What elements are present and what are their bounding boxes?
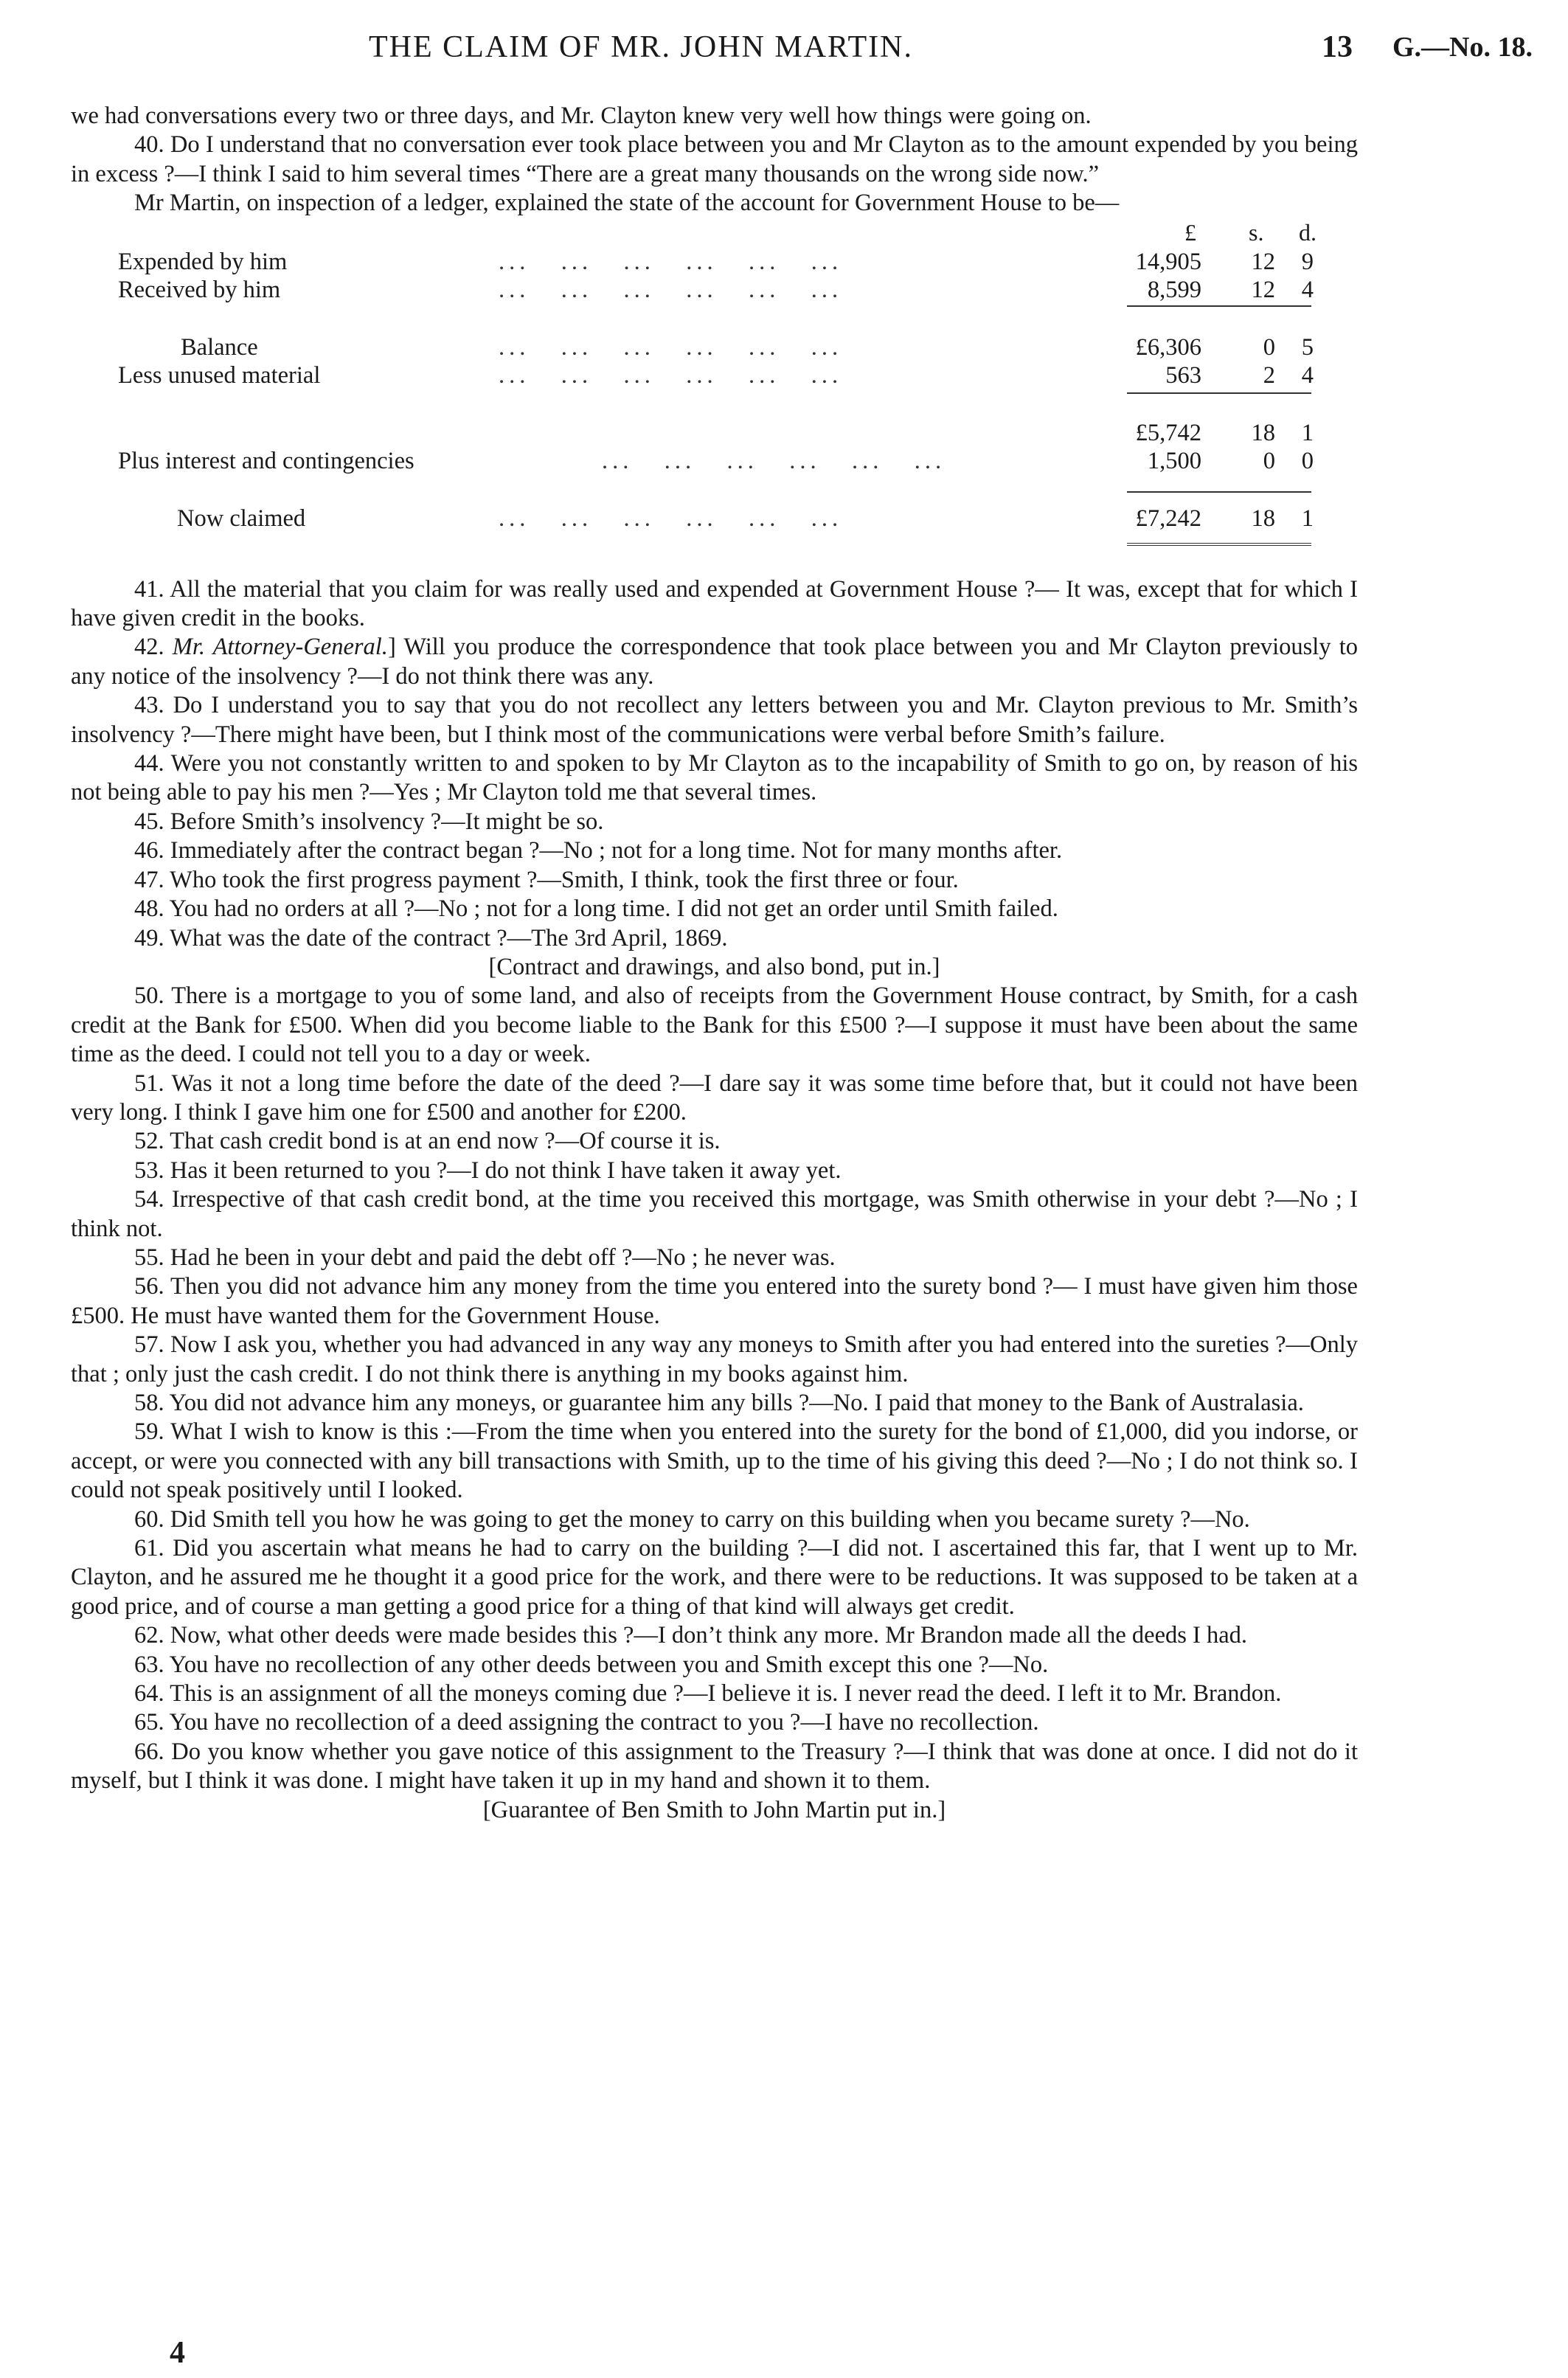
paragraph: [Guarantee of Ben Smith to John Martin put in.] (482, 1796, 946, 1823)
paragraph: 60. Did Smith tell you how he was going to get the money to carry on this building when you became surety ?—No. (134, 1505, 1250, 1533)
page-title: THE CLAIM OF MR. JOHN MARTIN. (369, 30, 913, 64)
account-row (71, 505, 1358, 534)
paragraph: 51. Was it not a long time before the date of the deed ?—I dare say it was some time before that, but it could not have been very long. I think I gave him one for £500 and another for £200. (71, 1070, 1358, 1126)
paragraph: 58. You did not advance him any moneys, or guarantee him any bills ?—No. I paid that money to the Bank of Australasia. (134, 1390, 1304, 1416)
pence-heading: d. (1299, 218, 1317, 246)
account-row (71, 276, 1358, 305)
document-series: G.—No. 18. (1392, 32, 1533, 63)
account-row (71, 419, 1358, 448)
paragraph: 64. This is an assignment of all the moneys coming due ?—I believe it is. I never read the deed. I left it to Mr. Brandon. (134, 1680, 1282, 1708)
paragraph: 59. What I wish to know is this :—From the time when you entered into the surety for the bond of £1,000, did you indorse, or accept, or were you connected with any bill transactions with Smith, up to the time of his giving this deed ?—No ; I do not think so. I could not speak positively until I looked. (71, 1418, 1358, 1504)
amount-pence: 1 (1301, 419, 1314, 446)
paragraph: we had conversations every two or three days, and Mr. Clayton knew very well how things were going on. (71, 103, 1092, 129)
paragraph: 49. What was the date of the contract ?—The 3rd April, 1869. (134, 924, 728, 951)
signature-mark: 4 (170, 2336, 185, 2370)
paragraph: 61. Did you ascertain what means he had to carry on the building ?—I did not. I ascertained this far, that I went up to Mr. Clayton, and he assured me he thought it a good price for the work, and there were to be reductions. It was supposed to be taken at a good price, and of course a man getting a good price for a thing of that kind will always get credit. (71, 1535, 1358, 1620)
account-label: Received by him (118, 276, 281, 303)
paragraph: 40. Do I understand that no conversation ever took place between you and Mr Clayton as to the amount expended by you being in excess ?—I think I said to him several times “There are a great many thousands on the wrong side now.” (71, 131, 1358, 187)
amount-pounds: 14,905 (1135, 248, 1201, 275)
account-label: Now claimed (177, 505, 306, 532)
amount-pence: 9 (1301, 248, 1314, 275)
paragraph: 56. Then you did not advance him any money from the time you entered into the surety bond ?— I must have given him those £500. He must have wanted them for the Government House. (71, 1273, 1358, 1329)
amount-pence: 5 (1301, 333, 1314, 361)
amount-pence: 1 (1301, 505, 1314, 532)
paragraph: 44. Were you not constantly written to and spoken to by Mr Clayton as to the incapability of Smith to go on, by reason of his not being able to pay his men ?—Yes ; Mr Clayton told me that several times. (71, 750, 1358, 806)
leader-dots: ... ... ... ... ... ... (499, 333, 843, 361)
amount-shillings: 2 (1263, 361, 1275, 389)
rule-subtotal-2 (1127, 392, 1311, 394)
paragraph: 62. Now, what other deeds were made besides this ?—I don’t think any more. Mr Brandon made all the deeds I had. (134, 1622, 1248, 1649)
paragraph: 46. Immediately after the contract began ?—No ; not for a long time. Not for many months after. (134, 837, 1063, 864)
page-number: 13 (1322, 30, 1353, 64)
account-row (71, 248, 1358, 277)
leader-dots: ... ... ... ... ... ... (602, 447, 946, 474)
account-table (71, 218, 1358, 565)
paragraph: 42. Mr. Attorney-General.] Will you produce the correspondence that took place between you and Mr Clayton previously to any notice of the insolvency ?—I do not think there was any. (71, 634, 1358, 690)
account-label: Expended by him (118, 248, 288, 275)
amount-pounds: 1,500 (1147, 447, 1201, 474)
paragraph: 52. That cash credit bond is at an end now ?—Of course it is. (134, 1128, 721, 1155)
paragraph: 66. Do you know whether you gave notice of this assignment to the Treasury ?—I think that was done at once. I did not do it myself, but I think it was done. I might have taken it up in my hand and shown it to them. (71, 1738, 1358, 1795)
paragraph: 48. You had no orders at all ?—No ; not for a long time. I did not get an order until Smith failed. (134, 895, 1058, 923)
leader-dots: ... ... ... ... ... ... (499, 505, 843, 532)
paragraphs-before (71, 102, 1358, 218)
paragraph: 41. All the material that you claim for was really used and expended at Government House ?— It was, except that for which I have given credit in the books. (71, 575, 1358, 632)
rule-subtotal-3 (1127, 491, 1311, 493)
amount-pence: 4 (1301, 361, 1314, 389)
paragraph: 65. You have no recollection of a deed assigning the contract to you ?—I have no recollection. (134, 1709, 1039, 1736)
leader-dots: ... ... ... ... ... ... (499, 276, 843, 303)
amount-pounds: 8,599 (1147, 276, 1201, 303)
account-label: Plus interest and contingencies (118, 447, 414, 474)
amount-shillings: 0 (1263, 447, 1275, 474)
amount-shillings: 18 (1251, 505, 1275, 532)
paragraph: 57. Now I ask you, whether you had advanced in any way any moneys to Smith after you had entered into the sureties ?—Only that ; only just the cash credit. I do not think there is anything in my books against him. (71, 1331, 1358, 1387)
paragraph: 50. There is a mortgage to you of some land, and also of receipts from the Government House contract, by Smith, for a cash credit at the Bank for £500. When did you become liable to the Bank for this £500 ?—I suppose it must have been about the same time as the deed. I could not tell you to a day or week. (71, 982, 1358, 1068)
paragraph: 47. Who took the first progress payment ?—Smith, I think, took the first three or four. (134, 866, 959, 893)
paragraph: 54. Irrespective of that cash credit bond, at the time you received this mortgage, was Smith otherwise in your debt ?—No ; I think not. (71, 1186, 1358, 1242)
shillings-heading: s. (1249, 218, 1264, 246)
amount-pence: 4 (1301, 276, 1314, 303)
amount-pounds: £6,306 (1135, 333, 1201, 361)
paragraphs-after (71, 575, 1358, 1825)
running-header (0, 30, 1568, 74)
account-row (71, 361, 1358, 391)
account-row (71, 333, 1358, 363)
amount-shillings: 0 (1263, 333, 1275, 361)
leader-dots: ... ... ... ... ... ... (499, 361, 843, 389)
paragraph: 63. You have no recollection of any other deeds between you and Smith except this one ?—No. (134, 1651, 1049, 1678)
amount-pence: 0 (1301, 447, 1314, 474)
account-row (71, 447, 1358, 476)
leader-dots: ... ... ... ... ... ... (499, 248, 843, 275)
paragraph: 45. Before Smith’s insolvency ?—It might be so. (134, 808, 604, 835)
amount-shillings: 18 (1251, 419, 1275, 446)
amount-pounds: £5,742 (1135, 419, 1201, 446)
paragraph: 53. Has it been returned to you ?—I do not think I have taken it away yet. (134, 1157, 842, 1184)
amount-shillings: 12 (1251, 248, 1275, 275)
rule-subtotal-1 (1127, 305, 1311, 307)
paragraph: 43. Do I understand you to say that you do not recollect any letters between you and Mr. Clayton previous to Mr. Smith’s insolvency ?—There might have been, but I think most of the communications were verbal before Smith’s failure. (71, 692, 1358, 748)
rule-total (1127, 543, 1311, 546)
paragraph: 55. Had he been in your debt and paid the debt off ?—No ; he never was. (134, 1244, 836, 1271)
account-label: Balance (181, 333, 258, 361)
amount-pounds: 563 (1165, 361, 1201, 389)
account-label: Less unused material (118, 361, 321, 389)
amount-pounds: £7,242 (1135, 505, 1201, 532)
amount-shillings: 12 (1251, 276, 1275, 303)
body-text (71, 102, 1358, 1825)
paragraph: [Contract and drawings, and also bond, put in.] (488, 953, 940, 980)
pounds-heading: £ (1184, 218, 1196, 246)
paragraph: Mr Martin, on inspection of a ledger, explained the state of the account for Government House to be— (134, 190, 1120, 217)
